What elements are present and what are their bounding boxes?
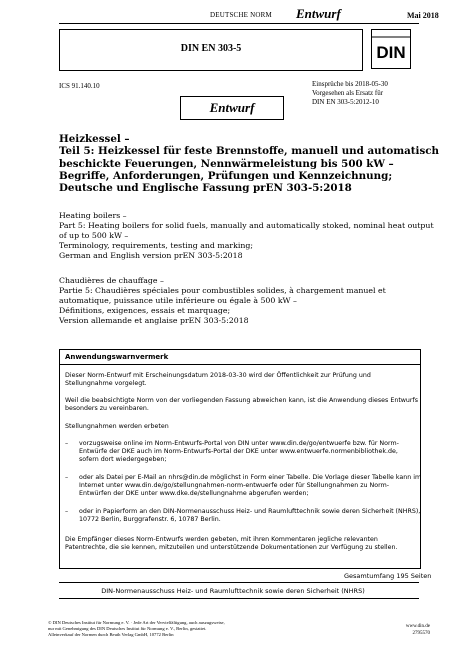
footer-line: Alleinverkauf der Normen durch Beuth Verlag GmbH, 10772 Berlin: [48, 632, 174, 637]
bullet-line: oder in Papierform an den DIN-Normenausschuss Heiz- und Raumlufttechnik sowie deren Sicherheit (NHRS),: [79, 508, 421, 515]
issuer-rule-bottom: [59, 598, 419, 599]
title-line: beschickte Feuerungen, Nennwärmeleistung bis 500 kW –: [59, 157, 394, 170]
bullet-line: Internet unter www.din.de/go/stellungnahmen-norm-entwuerfe oder für Stellungnahmen zu Norm-: [79, 482, 389, 489]
bullet-line: Entwürfen der DKE unter www.dke.de/stellungnahme abgerufen werden;: [79, 490, 309, 497]
issuing-committee: DIN-Normenausschuss Heiz- und Raumlufttechnik sowie deren Sicherheit (NHRS): [101, 587, 365, 595]
header-status: Entwurf: [296, 6, 341, 21]
bullet-line: sofern dort wiedergegeben;: [79, 456, 167, 463]
issuer-rule: [59, 582, 419, 583]
standard-number: DIN EN 303-5: [180, 43, 242, 54]
draft-label: Entwurf: [209, 100, 255, 115]
din-logo: [371, 29, 411, 69]
title-line: automatique, puissance utile inférieure ou égale à 500 kW –: [59, 296, 297, 305]
standard-number-box: [59, 29, 363, 71]
website-link[interactable]: www.din.de: [405, 624, 430, 629]
application-warning-box: [59, 349, 421, 569]
title-line: Chaudières de chauffage –: [59, 276, 164, 285]
title-english: [59, 211, 439, 261]
notice-line: besonders zu vereinbaren.: [65, 405, 149, 412]
notice-line: Dieser Norm-Entwurf mit Erscheinungsdatum 2018-03-30 wird der Öffentlichkeit zur Prüfung und: [65, 372, 371, 379]
bullet-line: vorzugsweise online im Norm-Entwurfs-Portal von DIN unter www.din.de/go/entwuerfe bzw. für Norm-: [79, 440, 399, 447]
notice-paragraph: [65, 423, 415, 431]
objections-deadline: Einsprüche bis 2018-05-30: [312, 80, 388, 88]
ics-code: ICS 91.140.10: [59, 82, 100, 90]
footer-line: nur mit Genehmigung des DIN Deutsches Institut für Normung e. V., Berlin, gestattet.: [48, 626, 207, 631]
title-line: Heizkessel –: [59, 133, 130, 145]
notice-paragraph: [65, 372, 415, 388]
header-date: Mai 2018: [407, 11, 439, 20]
copyright-footer: [48, 620, 225, 638]
document-id: 2795570: [412, 631, 430, 636]
title-line: of up to 500 kW –: [59, 231, 129, 240]
bullet-dash: –: [65, 440, 69, 447]
footer-line: © DIN Deutsches Institut für Normung e. V. · Jede Art der Vervielfältigung, auch auszugsweise,: [48, 620, 225, 625]
title-line: Begriffe, Anforderungen, Prüfungen und Kennzeichnung;: [59, 169, 393, 182]
title-line: Deutsche und Englische Fassung prEN 303-5:2018: [59, 182, 352, 195]
title-line: Définitions, exigences, essais et marquage;: [59, 306, 231, 315]
draft-box: [180, 96, 284, 120]
title-french: [59, 276, 439, 326]
footer-right: [390, 623, 430, 637]
notice-paragraph: [65, 397, 419, 413]
total-pages: Gesamtumfang 195 Seiten: [344, 572, 432, 580]
title-german: [59, 133, 439, 194]
bullet-line: Entwürfe der DKE auch im Norm-Entwurfs-Portal der DKE unter www.entwuerfe.normenbibliothek.de,: [79, 448, 398, 455]
replaced-standard: DIN EN 303-5:2012-10: [312, 98, 379, 106]
title-line: Partie 5: Chaudières spéciales pour combustibles solides, à chargement manuel et: [59, 286, 386, 295]
bullet-line: oder als Datei per E-Mail an nhrs@din.de möglichst in Form einer Tabelle. Die Vorlage dieser Tabelle kann im: [79, 474, 422, 481]
bullet-dash: –: [65, 474, 69, 481]
notice-line: Die Empfänger dieses Norm-Entwurfs werden gebeten, mit ihren Kommentaren jegliche relevanten: [65, 536, 378, 543]
title-line: Part 5: Heating boilers for solid fuels, manually and automatically stoked, nominal heat output: [59, 221, 434, 230]
title-line: Teil 5: Heizkessel für feste Brennstoffe, manuell und automatisch: [59, 145, 440, 158]
notice-line: Stellungnahmen werden erbeten: [65, 423, 169, 430]
title-line: Heating boilers –: [59, 211, 127, 220]
notice-line: Stellungnahme vorgelegt.: [65, 380, 147, 387]
replacement-note: Vorgesehen als Ersatz für: [312, 89, 384, 97]
notice-header: [60, 350, 420, 365]
din-logo-text: DIN: [376, 43, 406, 62]
bullet-line: 10772 Berlin, Burggrafenstr. 6, 10787 Berlin.: [79, 516, 221, 523]
notice-line: Weil die beabsichtigte Norm von der vorliegenden Fassung abweichen kann, ist die Anwendung dieses Entwurfs: [65, 397, 419, 404]
bullet-dash: –: [65, 508, 69, 515]
header-rule: [59, 23, 419, 24]
title-line: Terminology, requirements, testing and marking;: [59, 241, 253, 250]
header-org: DEUTSCHE NORM: [210, 11, 272, 19]
title-line: German and English version prEN 303-5:2018: [59, 251, 243, 260]
objections-info: [312, 80, 388, 107]
notice-line: Patentrechte, die sie kennen, mitzuteilen und unterstützende Dokumentationen zur Verfügung zu stellen.: [65, 544, 398, 551]
notice-title: Anwendungswarnvermerk: [65, 353, 169, 361]
notice-paragraph: [65, 536, 415, 552]
title-line: Version allemande et anglaise prEN 303-5:2018: [59, 316, 249, 325]
